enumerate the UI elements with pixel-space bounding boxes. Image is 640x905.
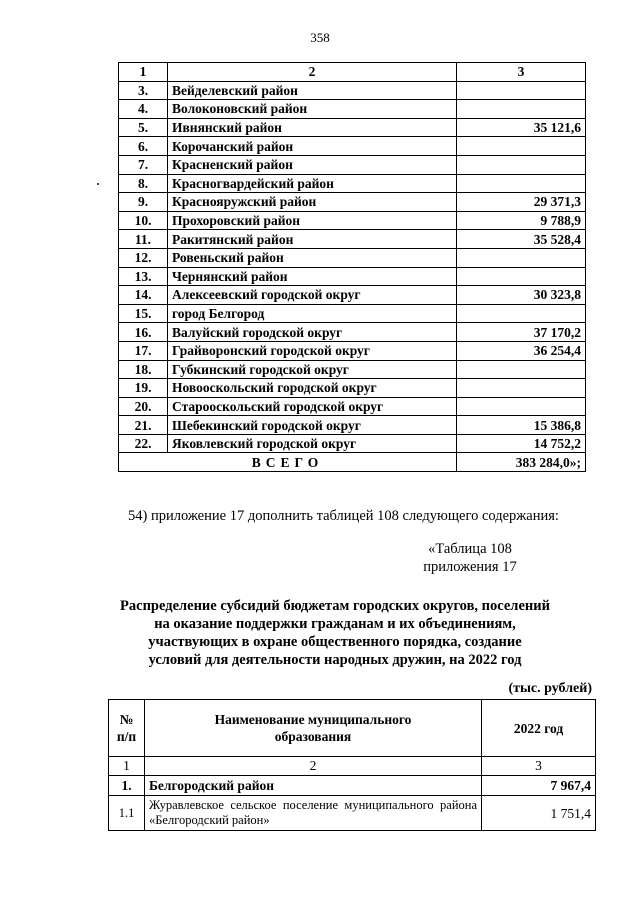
table-row (119, 397, 586, 416)
column-numbers-row (109, 757, 596, 776)
row-number: 20. (119, 397, 168, 416)
row-number: 3. (119, 81, 168, 100)
title-line: Распределение субсидий бюджетам городских округов, поселений (120, 598, 550, 614)
row-name: Шебекинский городской округ (168, 416, 457, 435)
total-row (119, 453, 586, 472)
row-name: Краснояружский район (168, 193, 457, 212)
page-number: 358 (310, 30, 330, 45)
table-row (119, 248, 586, 267)
row-number: 1.1 (109, 796, 145, 831)
table-row (119, 267, 586, 286)
row-value (457, 360, 586, 379)
table-row (109, 776, 596, 796)
row-value: 30 323,8 (457, 286, 586, 305)
title-line: условий для деятельности народных дружин, на 2022 год (148, 652, 522, 668)
row-number: 12. (119, 248, 168, 267)
row-name: Ивнянский район (168, 118, 457, 137)
table-header-row (119, 63, 586, 82)
row-number: 8. (119, 174, 168, 193)
row-value (457, 137, 586, 156)
row-value: 7 967,4 (482, 776, 596, 796)
row-name: Журавлевское сельское поселение муниципального района «Белгородский район» (145, 796, 482, 831)
table-row (119, 341, 586, 360)
header-name-line2: образования (274, 729, 352, 744)
row-number: 1. (109, 776, 145, 796)
row-name: Чернянский район (168, 267, 457, 286)
row-name: Алексеевский городской округ (168, 286, 457, 305)
table-row (119, 118, 586, 137)
row-number: 19. (119, 379, 168, 398)
row-value: 36 254,4 (457, 341, 586, 360)
header-year: 2022 год (482, 700, 596, 757)
table-title (100, 597, 570, 669)
row-number: 13. (119, 267, 168, 286)
header-num-line1: № (119, 712, 134, 727)
table-row (119, 286, 586, 305)
table-row (119, 211, 586, 230)
table-row (109, 796, 596, 831)
row-name: Красненский район (168, 155, 457, 174)
row-value: 14 752,2 (457, 434, 586, 453)
title-line: участвующих в охране общественного порядка, создание (148, 634, 522, 650)
row-number: 11. (119, 230, 168, 249)
row-value (457, 155, 586, 174)
row-name: Грайворонский городской округ (168, 341, 457, 360)
row-value (457, 379, 586, 398)
units-label: (тыс. рублей) (508, 681, 592, 696)
header-col-2: 2 (168, 63, 457, 82)
row-value: 9 788,9 (457, 211, 586, 230)
table-row (119, 323, 586, 342)
column-number: 1 (109, 757, 145, 776)
row-name: Губкинский городской округ (168, 360, 457, 379)
table-header-row (109, 700, 596, 757)
row-value (457, 174, 586, 193)
amendment-paragraph: 54) приложение 17 дополнить таблицей 108 следующего содержания: (128, 508, 559, 524)
row-value (457, 397, 586, 416)
column-number: 3 (482, 757, 596, 776)
row-name: Ракитянский район (168, 230, 457, 249)
row-number: 22. (119, 434, 168, 453)
row-number: 14. (119, 286, 168, 305)
row-name: Волоконовский район (168, 100, 457, 119)
table-row (119, 434, 586, 453)
row-value: 1 751,4 (482, 796, 596, 831)
header-name (145, 700, 482, 757)
table-reference-line2: приложения 17 (423, 559, 517, 575)
row-name: Корочанский район (168, 137, 457, 156)
table-row (119, 193, 586, 212)
row-name: Яковлевский городской округ (168, 434, 457, 453)
row-name: Старооскольский городской округ (168, 397, 457, 416)
row-value (457, 81, 586, 100)
row-name: Ровеньский район (168, 248, 457, 267)
row-name: Вейделевский район (168, 81, 457, 100)
table-row (119, 230, 586, 249)
row-number: 18. (119, 360, 168, 379)
row-value: 15 386,8 (457, 416, 586, 435)
row-name: Белгородский район (145, 776, 482, 796)
row-number: 10. (119, 211, 168, 230)
total-label: ВСЕГО (119, 453, 457, 472)
row-name: Новооскольский городской округ (168, 379, 457, 398)
row-value: 37 170,2 (457, 323, 586, 342)
header-num (109, 700, 145, 757)
row-value (457, 267, 586, 286)
row-name: Валуйский городской округ (168, 323, 457, 342)
table-row (119, 137, 586, 156)
row-number: 17. (119, 341, 168, 360)
title-line: на оказание поддержки гражданам и их объединениям, (154, 616, 516, 632)
table-row (119, 81, 586, 100)
subsidy-table-continuation (118, 62, 586, 472)
table-row (119, 304, 586, 323)
row-number: 9. (119, 193, 168, 212)
header-name-line1: Наименование муниципального (214, 712, 412, 727)
table-row (119, 360, 586, 379)
table-reference-line1: «Таблица 108 (428, 541, 512, 557)
table-reference (420, 540, 520, 576)
row-value (457, 248, 586, 267)
scan-speck (97, 183, 99, 185)
row-value: 29 371,3 (457, 193, 586, 212)
header-col-3: 3 (457, 63, 586, 82)
row-number: 6. (119, 137, 168, 156)
row-value: 35 121,6 (457, 118, 586, 137)
table-row (119, 379, 586, 398)
header-num-line2: п/п (116, 729, 137, 744)
table-row (119, 155, 586, 174)
table-row (119, 100, 586, 119)
row-number: 5. (119, 118, 168, 137)
row-number: 15. (119, 304, 168, 323)
table-row (119, 174, 586, 193)
row-number: 16. (119, 323, 168, 342)
row-name: город Белгород (168, 304, 457, 323)
column-number: 2 (145, 757, 482, 776)
total-value: 383 284,0»; (457, 453, 586, 472)
table-108 (108, 699, 596, 831)
row-number: 21. (119, 416, 168, 435)
row-number: 7. (119, 155, 168, 174)
header-col-1: 1 (119, 63, 168, 82)
row-number: 4. (119, 100, 168, 119)
row-value (457, 100, 586, 119)
table-row (119, 416, 586, 435)
row-value: 35 528,4 (457, 230, 586, 249)
row-name: Красногвардейский район (168, 174, 457, 193)
row-value (457, 304, 586, 323)
row-name: Прохоровский район (168, 211, 457, 230)
